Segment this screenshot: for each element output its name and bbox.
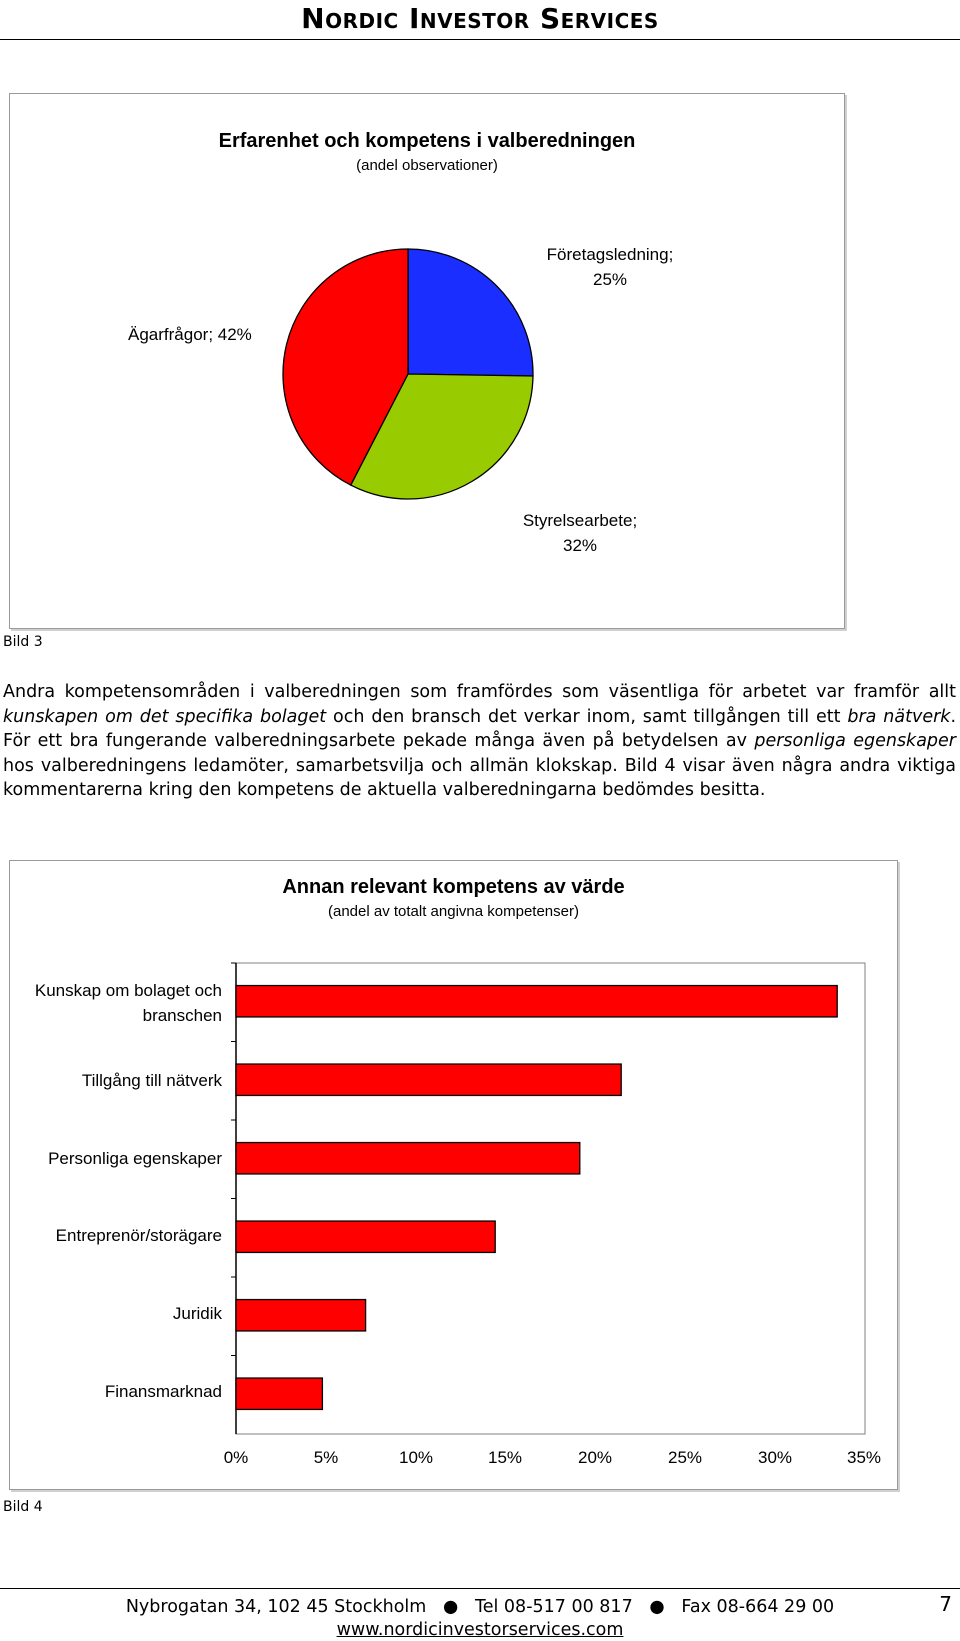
pie-label-styrelsearbete xyxy=(465,508,695,558)
pie-label-agarfragor-text: Ägarfrågor; 42% xyxy=(128,325,252,344)
x-tick-label: 15% xyxy=(487,1448,523,1467)
bar-chart-subtitle: (andel av totalt angivna kompetenser) xyxy=(328,903,579,920)
x-tick-label: 20% xyxy=(577,1448,613,1467)
bar-category-label: Personliga egenskaper xyxy=(48,1149,222,1168)
bar-category-label: Kunskap om bolaget och branschen xyxy=(34,981,222,1025)
pie-chart-title: Erfarenhet och kompetens i valberedningen xyxy=(218,130,636,152)
x-tick-label: 35% xyxy=(846,1448,882,1467)
footer-contact-line xyxy=(0,1597,960,1617)
body-text-part4: hos valberedningens ledamöter, samarbetsvilja och allmän klokskap. Bild 4 visar även några andra viktiga kommentarerna kring den kompetens de aktuella valberedningarna bedömdes besitta. xyxy=(3,755,956,800)
bar-category-label: Juridik xyxy=(172,1304,222,1323)
pie-label-foretagsledning xyxy=(490,242,730,292)
body-text-part3: . För ett bra fungerande valberedningsarbete pekade många även på betydelsen av xyxy=(3,706,957,751)
x-tick-label: 5% xyxy=(313,1448,339,1467)
body-emphasis-natverk: bra nätverk xyxy=(847,706,951,727)
pie-label-foretagsledning-text: Företagsledning; 25% xyxy=(546,245,674,289)
footer-rule xyxy=(0,1588,960,1589)
footer-fax: Fax 08-664 29 00 xyxy=(681,1597,835,1617)
footer-website-link[interactable]: www.nordicinvestorservices.com xyxy=(336,1620,624,1640)
bar-category-labels xyxy=(0,0,222,1641)
footer-bullet: ● xyxy=(649,1597,665,1617)
figure-caption-bild4: Bild 4 xyxy=(3,1499,43,1515)
footer-address: Nybrogatan 34, 102 45 Stockholm xyxy=(125,1597,427,1617)
x-tick-label: 30% xyxy=(757,1448,793,1467)
page-number: 7 xyxy=(939,1592,952,1616)
bar-category-label: Entreprenör/storägare xyxy=(55,1226,222,1245)
bar-category-label: Tillgång till nätverk xyxy=(81,1071,222,1090)
body-emphasis-kunskap: kunskapen om det specifika bolaget xyxy=(3,706,327,727)
footer-phone: Tel 08-517 00 817 xyxy=(475,1597,633,1617)
figure-caption-bild3: Bild 3 xyxy=(3,634,43,650)
body-text-part2: och den bransch det verkar inom, samt tillgången till ett xyxy=(326,706,848,727)
bar-category-label: Finansmarknad xyxy=(104,1382,222,1401)
footer-bullet: ● xyxy=(443,1597,459,1617)
pie-chart-subtitle: (andel observationer) xyxy=(356,157,498,174)
document-header-title: Nordic Investor Services xyxy=(301,2,659,35)
x-tick-label: 0% xyxy=(223,1448,249,1467)
footer-website-line xyxy=(0,1620,960,1640)
x-tick-label: 25% xyxy=(667,1448,703,1467)
bar-chart-title: Annan relevant kompetens av värde xyxy=(282,876,625,898)
x-tick-label: 10% xyxy=(398,1448,434,1467)
body-emphasis-egenskaper: personliga egenskaper xyxy=(754,731,956,751)
body-text-part1: Andra kompetensområden i valberedningen som framfördes som väsentliga för arbetet var framför allt xyxy=(3,682,956,702)
pie-label-styrelsearbete-text: Styrelsearbete; 32% xyxy=(522,511,638,555)
